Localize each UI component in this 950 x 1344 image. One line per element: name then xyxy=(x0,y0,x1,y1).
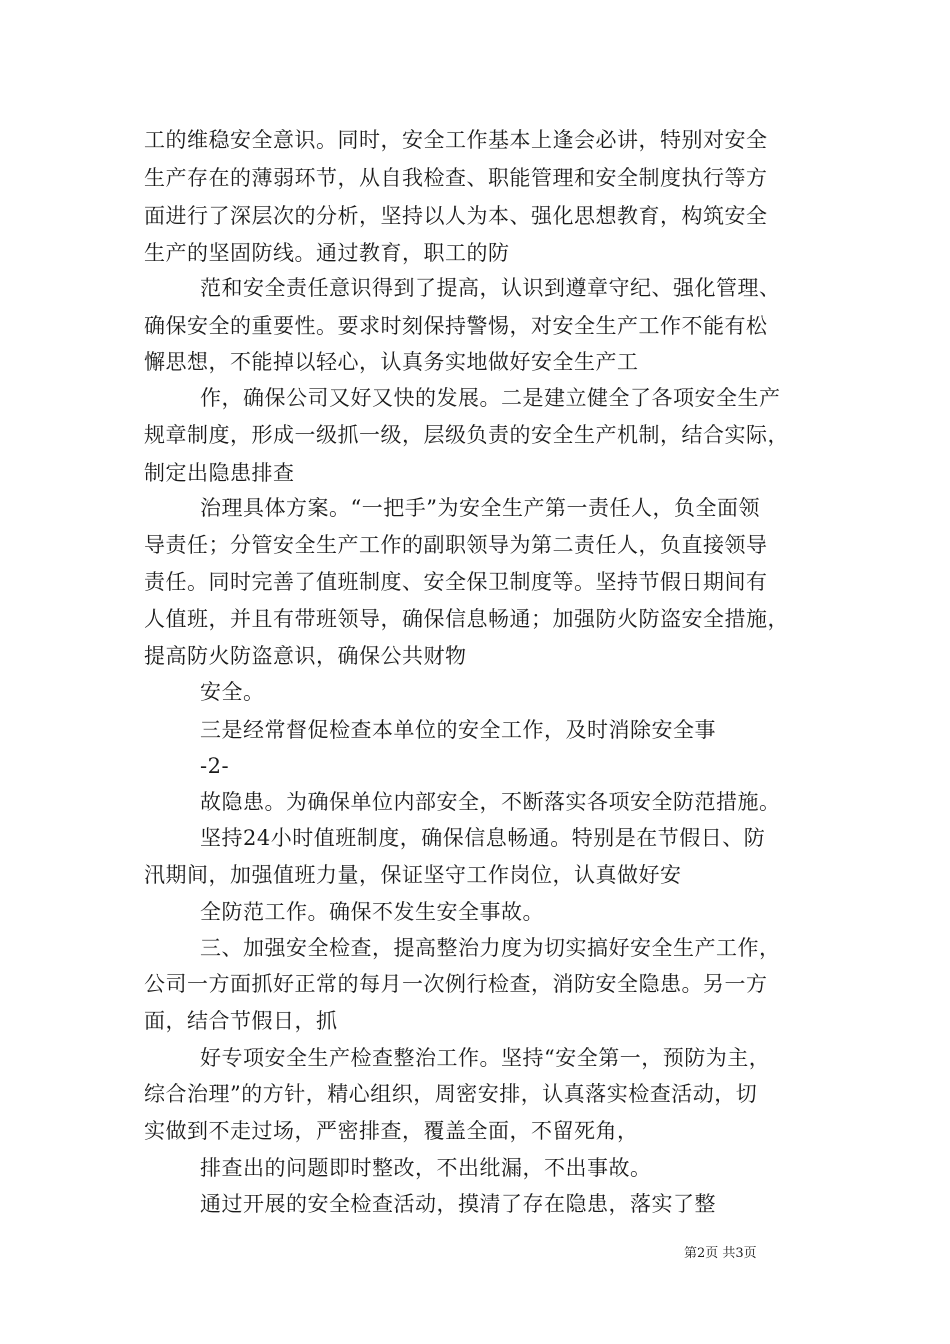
text-line: 排查出的问题即时整改，不出纰漏，不出事故。 xyxy=(200,1156,652,1180)
text-line: 提高防火防盗意识，确保公共财物 xyxy=(144,644,467,668)
page-footer: 第2页 共3页 xyxy=(684,1246,757,1261)
text-line: 通过开展的安全检查活动，摸清了存在隐患，落实了整 xyxy=(200,1192,716,1216)
text-line: 生产存在的薄弱环节，从自我检查、职能管理和安全制度执行等方 xyxy=(144,166,768,190)
text-line: 安全。 xyxy=(200,680,265,704)
text-line: 三、加强安全检查，提高整治力度为切实搞好安全生产工作， xyxy=(200,936,781,960)
text-line: 范和安全责任意识得到了提高，认识到遵章守纪、强化管理、 xyxy=(200,276,781,300)
text-line: 故隐患。为确保单位内部安全，不断落实各项安全防范措施。 xyxy=(200,790,781,814)
text-line: 全防范工作。确保不发生安全事故。 xyxy=(200,900,544,924)
text-line: 导责任；分管安全生产工作的副职领导为第二责任人，负直接领导 xyxy=(144,533,768,557)
text-line: 制定出隐患排查 xyxy=(144,461,295,485)
text-line: 综合治理”的方针，精心组织，周密安排，认真落实检查活动，切 xyxy=(144,1082,758,1106)
text-line: 好专项安全生产检查整治工作。坚持“安全第一，预防为主， xyxy=(200,1046,771,1070)
page-marker: -2- xyxy=(200,754,230,778)
text-line: 懈思想，不能掉以轻心，认真务实地做好安全生产工 xyxy=(144,350,639,374)
text-line: 工的维稳安全意识。同时，安全工作基本上逢会必讲，特别对安全 xyxy=(144,128,768,152)
text-line: 生产的坚固防线。通过教育，职工的防 xyxy=(144,241,510,265)
text-line: 作，确保公司又好又快的发展。二是建立健全了各项安全生产 xyxy=(200,386,781,410)
text-line: 实做到不走过场，严密排查，覆盖全面，不留死角， xyxy=(144,1119,639,1143)
text-line: 三是经常督促检查本单位的安全工作，及时消除安全事 xyxy=(200,718,716,742)
text-line: 责任。同时完善了值班制度、安全保卫制度等。坚持节假日期间有 xyxy=(144,570,768,594)
text-line: 规章制度，形成一级抓一级，层级负责的安全生产机制，结合实际， xyxy=(144,423,789,447)
text-line: 治理具体方案。“一把手”为安全生产第一责任人，负全面领 xyxy=(200,496,760,520)
text-line: 汛期间，加强值班力量，保证坚守工作岗位，认真做好安 xyxy=(144,863,682,887)
text-line: 面进行了深层次的分析，坚持以人为本、强化思想教育，构筑安全 xyxy=(144,204,768,228)
text-line: 公司一方面抓好正常的每月一次例行检查，消防安全隐患。另一方 xyxy=(144,972,768,996)
text-line: 面，结合节假日，抓 xyxy=(144,1009,338,1033)
text-line: 人值班，并且有带班领导，确保信息畅通；加强防火防盗安全措施， xyxy=(144,607,789,631)
text-line: 坚持24小时值班制度，确保信息畅通。特别是在节假日、防 xyxy=(200,826,766,850)
text-line: 确保安全的重要性。要求时刻保持警惕，对安全生产工作不能有松 xyxy=(144,314,768,338)
